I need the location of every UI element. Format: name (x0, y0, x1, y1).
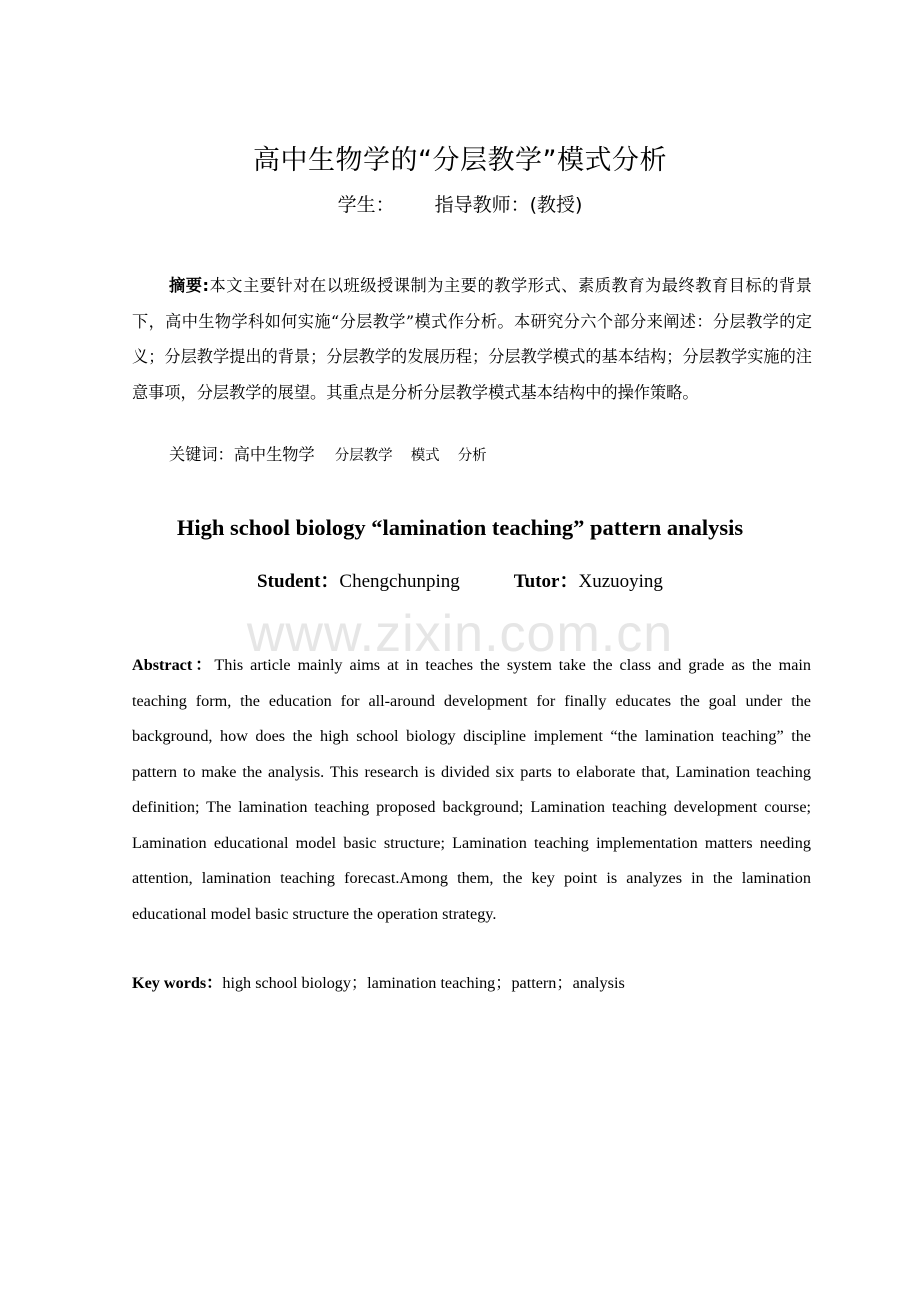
chinese-abstract-label: 摘要: (169, 276, 209, 295)
english-keywords-text: high school biology；lamination teaching；pattern；analysis (222, 974, 625, 992)
chinese-abstract-text: 本文主要针对在以班级授课制为主要的教学形式、素质教育为最终教育目标的背景下，高中生物学科如何实施“分层教学”模式作分析。本研究分六个部分来阐述：分层教学的定义；分层教学提出的背景；分层教学的发展历程；分层教学模式的基本结构；分层教学实施的注意事项，分层教学的展望。其重点是分析分层教学模式基本结构中的操作策略。 (132, 276, 812, 402)
english-keywords-label: Key words： (132, 974, 223, 992)
chinese-keyword: 分析 (457, 448, 487, 464)
chinese-keywords-label: 关键词： (169, 445, 234, 464)
tutor-label-en: Tutor： (513, 571, 579, 592)
chinese-keyword: 模式 (410, 448, 440, 464)
chinese-keywords (169, 437, 809, 474)
student-name: Chengchunping (339, 571, 460, 592)
english-abstract-text: This article mainly aims at in teaches the system take the class and grade as the main teaching form, the education for all-around development for finally educates the goal under the background, how does the high school biology discipline implement “the lamination teaching” the pattern to make the analysis. This research is divided six parts to elaborate that, Lamination teaching definition; The lamination teaching proposed background; Lamination teaching development course; Lamination educational model basic structure; Lamination teaching implementation matters needing attention, lamination teaching forecast.Among them, the key point is analyzes in the lamination educational model basic structure the operation strategy. (132, 656, 811, 923)
tutor-label-cn: 指导教师：(教授) (434, 194, 583, 216)
english-title: High school biology “lamination teaching” pattern analysis (176, 515, 744, 540)
chinese-author-line (0, 190, 920, 217)
chinese-keyword: 高中生物学 (233, 445, 315, 464)
chinese-title: 高中生物学的“分层教学”模式分析 (253, 145, 667, 176)
student-label-cn: 学生： (337, 194, 395, 216)
student-label-en: Student： (257, 571, 340, 592)
english-keywords (132, 966, 811, 1001)
watermark: www.zixin.com.cn (246, 605, 674, 663)
tutor-name: Xuzuoying (578, 571, 663, 592)
english-author-line (0, 566, 920, 593)
chinese-abstract (132, 268, 812, 410)
chinese-keyword: 分层教学 (334, 448, 393, 464)
english-abstract-label: Abstract： (132, 656, 215, 674)
english-abstract (132, 648, 811, 932)
